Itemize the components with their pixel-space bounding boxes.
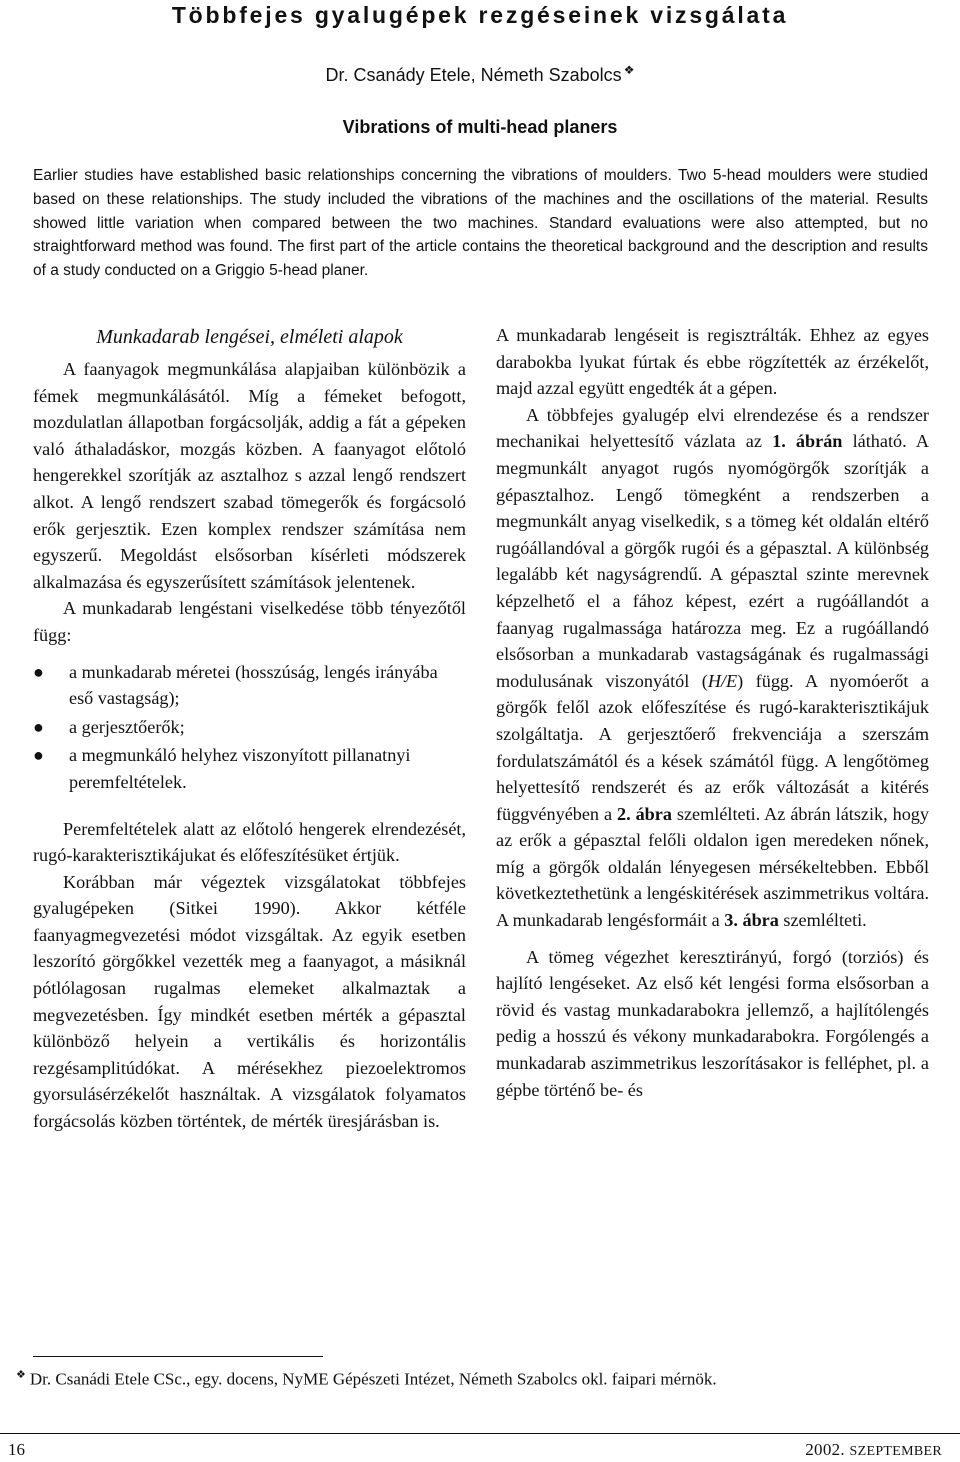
page-number: 16 [8,1440,25,1459]
list-item-text: a gerjesztőerők; [69,716,185,737]
list-item-text: a megmunkáló helyhez viszonyított pillanatnyi peremfeltételek. [69,745,411,792]
author-names: Dr. Csanády Etele, Németh Szabolcs [325,65,622,85]
footnote-divider [33,1356,323,1357]
issue-year: 2002. [805,1440,845,1459]
paragraph: Peremfeltételek alatt az előtoló hengerek elrendezését, rugó-karakterisztikájukat és előfeszítésüket értjük. [33,818,466,866]
footnote-text: Dr. Csanádi Etele CSc., egy. docens, NyME Gépészeti Intézet, Németh Szabolcs okl. faipari mérnök. [29,1369,717,1389]
figure-reference: 1. ábrán [772,431,843,452]
right-column [496,322,929,1103]
figure-reference: 3. ábra [724,910,779,931]
list-item [33,659,466,712]
bullet-icon: ● [33,716,44,737]
issue-date [805,1440,942,1462]
list-item-text: a munkadarab méretei (hosszúság, lengés irányába eső vastagság); [69,661,438,709]
paragraph-text: szemlélteti. Az ábrán látszik, hogy az erők a gépasztal felőli oldalon igen meredeken nőnek, míg a görgők oldalán lényegesen mérsékeltebben. Ebből következtethetünk a lengéskitérések aszimmetrikus voltára. A munkadarab lengésformáit a [496,803,929,931]
paragraph-text: szemlélteti. [778,910,867,931]
page-title: Többfejes gyalugépek rezgéseinek vizsgálata [171,2,789,28]
bullet-icon: ● [33,661,44,682]
ratio-symbol: H/E [707,670,738,691]
english-title: Vibrations of multi-head planers [342,117,618,137]
list-item [33,714,466,741]
footer-divider [0,1433,960,1434]
section-heading: Munkadarab lengései, elméleti alapok [96,326,403,348]
paragraph-text: látható. A megmunkált anyagot rugós nyomógörgők szorítják a gépasztalhoz. Lengő tömegként a rendszerben a megmunkált anyag viselkedik, s a tömeg két oldalán eltérő rugóállandóval a görgők rugói és a gépasztal. A különbség legalább két nagyságrendű. A gépasztal szinte merevnek képzelhető el a fához képest, ezért a rugóállandót a faanyag rugalmassága határozza meg. Ez a rugóállandó elsősorban a munkadarab vastagságának és rugalmassági modulusának viszonyától ( [496,431,929,691]
paragraph-text: A többfejes gyalugép elvi elrendezése és a rendszer mechanikai helyettesítő vázlata az [496,404,929,452]
paragraph: A munkadarab lengéstani viselkedése több tényezőtől függ: [33,598,466,645]
abstract: Earlier studies have established basic relationships concerning the vibrations of moulders. Two 5-head moulders were studied based on these relationships. The study included the vibrations of the machines and the oscillations of the material. Results showed little variation when compared between the two machines. Standard evaluations were also attempted, but no straightforward method was found. The first part of the article contains the theoretical background and the description and results of a study conducted on a Griggio 5-head planer. [33,167,928,280]
paragraph: A tömeg végezhet keresztirányú, forgó (torziós) és hajlító lengéseket. Az első két lengési forma elsősorban a rövid és vastag munkadarabokra jellemző, a hajlítólengés pedig a hosszú és vékony munkadarabokra. Forgólengés a munkadarab aszimmetrikus leszorításakor is felléphet, pl. a gépbe történő be- és [496,946,929,1100]
paragraph: A faanyagok megmunkálása alapjaiban különbözik a fémek megmunkálásától. Míg a fémeket befogott, mozdulatlan állapotban forgácsolják, addig a fát a gépeken való áthaladáskor, mozgás közben. A faanyagot előtoló hengerekkel szorítják az asztalhoz s azzal lengő rendszert alkot. A lengő rendszert szabad tömegerők és forgácsoló erők gerjesztik. Ezen komplex rendszer számítása nem egyszerű. Megoldást elsősorban kísérleti módszerek alkalmazása és egyszerűsített számítások jelentenek. [33,359,466,592]
footnote [16,1364,936,1391]
bullet-icon: ● [33,745,44,766]
footnote-marker-icon: ❖ [16,1369,26,1381]
bullet-list [33,659,466,796]
paragraph [496,402,929,934]
list-item [33,742,466,795]
footnote-marker-icon: ❖ [623,63,635,77]
issue-month: SZEPTEMBER [849,1444,942,1459]
left-column [33,322,466,1135]
paragraph-text: ) függ. A nyomóerőt a görgők felől azok előfeszítése és rugó-karakterisztikájuk szolgáltatja. A gerjesztőerő frekvenciája a szerszám fordulatszámától és a kések számától függ. A lengőtömeg helyettesítő rendszerét és az erők változását a kitérés függvényében a [496,670,929,824]
paragraph: Korábban már végeztek vizsgálatokat többfejes gyalugépeken (Sitkei 1990). Akkor kétféle faanyagmegvezetési módot vizsgáltak. Az egyik esetben leszorító görgőkkel vezették meg a faanyagot, a másiknál pótlólagosan rugalmas elemeket alkalmaztak a megvezetésben. Így mindkét esetben mérték a gépasztal különböző helyein a vertikális és horizontális rezgésamplitúdókat. A mérésekhez piezoelektromos gyorsulásérzékelőt használtak. A vizsgálatok folyamatos forgácsolás közben történtek, de mérték üresjárásban is. [33,871,466,1132]
figure-reference: 2. ábra [616,803,672,824]
paragraph: A munkadarab lengéseit is regisztrálták. Ehhez az egyes darabokba lyukat fúrtak és ebbe rögzítették az érzékelőt, majd azzal együtt engedték át a gépen. [496,325,929,399]
authors-line [0,58,960,87]
